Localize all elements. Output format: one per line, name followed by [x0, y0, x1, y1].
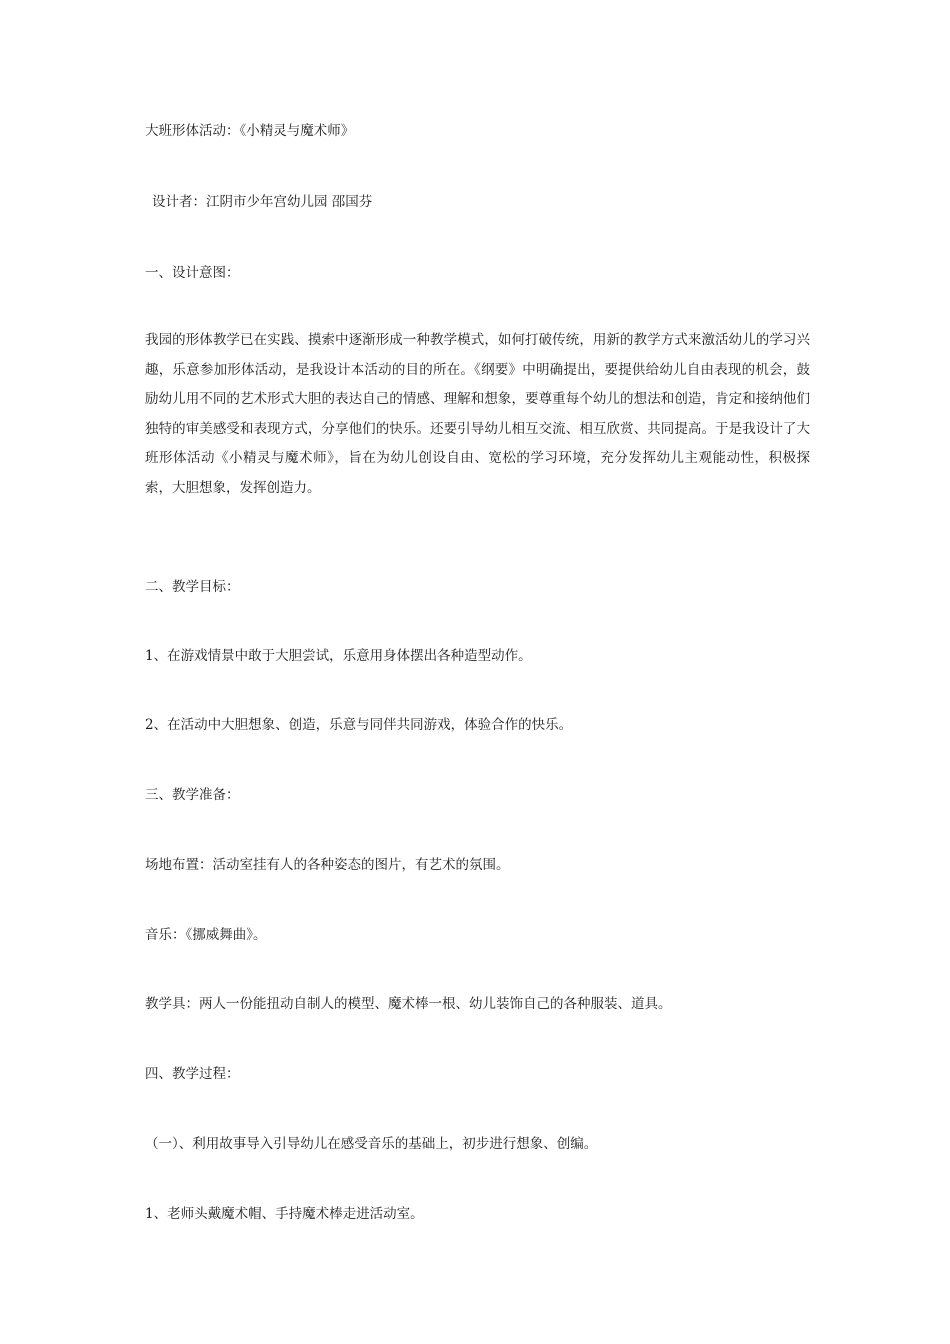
goal-item-1: 1、在游戏情景中敢于大胆尝试，乐意用身体摆出各种造型动作。: [145, 648, 532, 664]
prep-venue: 场地布置：活动室挂有人的各种姿态的图片，有艺术的氛围。: [145, 857, 510, 873]
prep-materials: 教学具：两人一份能扭动自制人的模型、魔术棒一根、幼儿装饰自己的各种服装、道具。: [145, 996, 672, 1012]
process-step-1: 1、老师头戴魔术帽、手持魔术棒走进活动室。: [145, 1206, 424, 1222]
section4-heading: 四、教学过程：: [145, 1066, 240, 1082]
document-title: 大班形体活动：《小精灵与魔术师》: [145, 123, 355, 139]
section3-heading: 三、教学准备：: [145, 787, 240, 803]
process-subheading: （一）、利用故事导入引导幼儿在感受音乐的基础上，初步进行想象、创编。: [145, 1136, 598, 1152]
goal-item-2: 2、在活动中大胆想象、创造，乐意与同伴共同游戏，体验合作的快乐。: [145, 717, 573, 733]
section2-heading: 二、教学目标：: [145, 579, 240, 595]
designer-line: 设计者：江阴市少年宫幼儿园 邵国芬: [152, 194, 373, 210]
prep-music: 音乐：《挪威舞曲》。: [145, 927, 267, 943]
design-intent-paragraph: 我园的形体教学已在实践、摸索中逐渐形成一种教学模式，如何打破传统，用新的教学方式来激活幼儿的学习兴趣，乐意参加形体活动，是我设计本活动的目的所在。《纲要》中明确提出，要提供给幼儿自由表现的机会，鼓励幼儿用不同的艺术形式大胆的表达自己的情感、理解和想象，要尊重每个幼儿的想法和创造，肯定和接纳他们独特的审美感受和表现方式，分享他们的快乐。还要引导幼儿相互交流、相互欣赏、共同提高。于是我设计了大班形体活动《小精灵与魔术师》，旨在为幼儿创设自由、宽松的学习环境，充分发挥幼儿主观能动性，积极探索，大胆想象，发挥创造力。: [145, 332, 810, 496]
section1-heading: 一、设计意图：: [145, 265, 240, 281]
